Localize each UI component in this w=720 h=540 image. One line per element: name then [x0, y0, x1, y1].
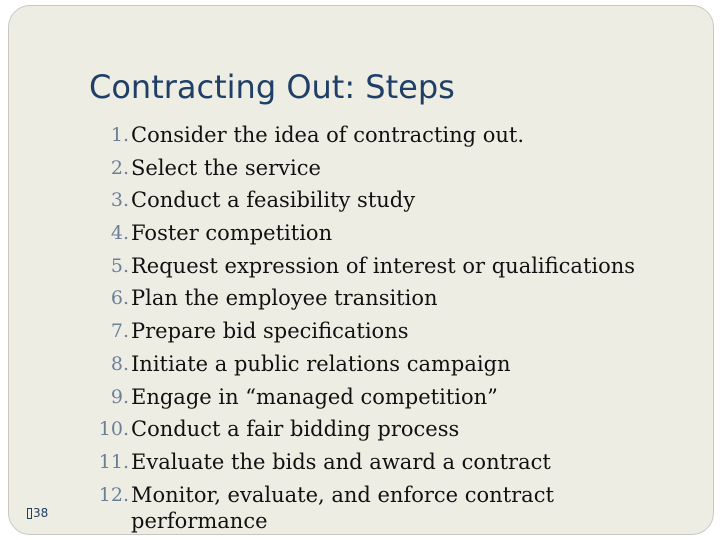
step-text: Foster competition: [131, 221, 333, 246]
slide-title: Contracting Out: Steps: [89, 68, 455, 106]
step-text: Monitor, evaluate, and enforce contract: [131, 482, 554, 507]
step-text: Request expression of interest or qualifications: [131, 253, 636, 278]
step-text: Plan the employee transition: [131, 286, 438, 311]
step-text: Evaluate the bids and award a contract: [131, 449, 551, 474]
step-text: Engage in “managed competition”: [131, 384, 498, 409]
step-number: 10.: [98, 418, 129, 441]
step-number: 1.: [110, 124, 129, 146]
step-number: 9.: [110, 385, 129, 408]
step-text: Conduct a feasibility study: [131, 188, 416, 213]
step-number: 6.: [110, 287, 129, 310]
step-text: Prepare bid specifications: [131, 319, 409, 344]
step-text: Initiate a public relations campaign: [131, 351, 511, 376]
page-number-badge: [27, 504, 48, 522]
slide: [8, 5, 714, 535]
step-text: Conduct a fair bidding process: [131, 417, 460, 442]
step-number: 4.: [110, 222, 129, 245]
page-number: 38: [33, 506, 49, 520]
step-number: 11.: [98, 450, 129, 473]
slide-number-icon: [27, 508, 32, 519]
step-number: 5.: [110, 254, 129, 277]
step-number: 3.: [110, 189, 129, 212]
step-text: Select the service: [131, 155, 321, 180]
step-number: 8.: [110, 352, 129, 375]
step-text-continuation: performance: [131, 508, 268, 533]
step-number: 2.: [110, 156, 129, 179]
step-number: 7.: [110, 320, 129, 343]
step-number: 12.: [98, 483, 129, 506]
step-text: Consider the idea of contracting out.: [131, 123, 525, 147]
